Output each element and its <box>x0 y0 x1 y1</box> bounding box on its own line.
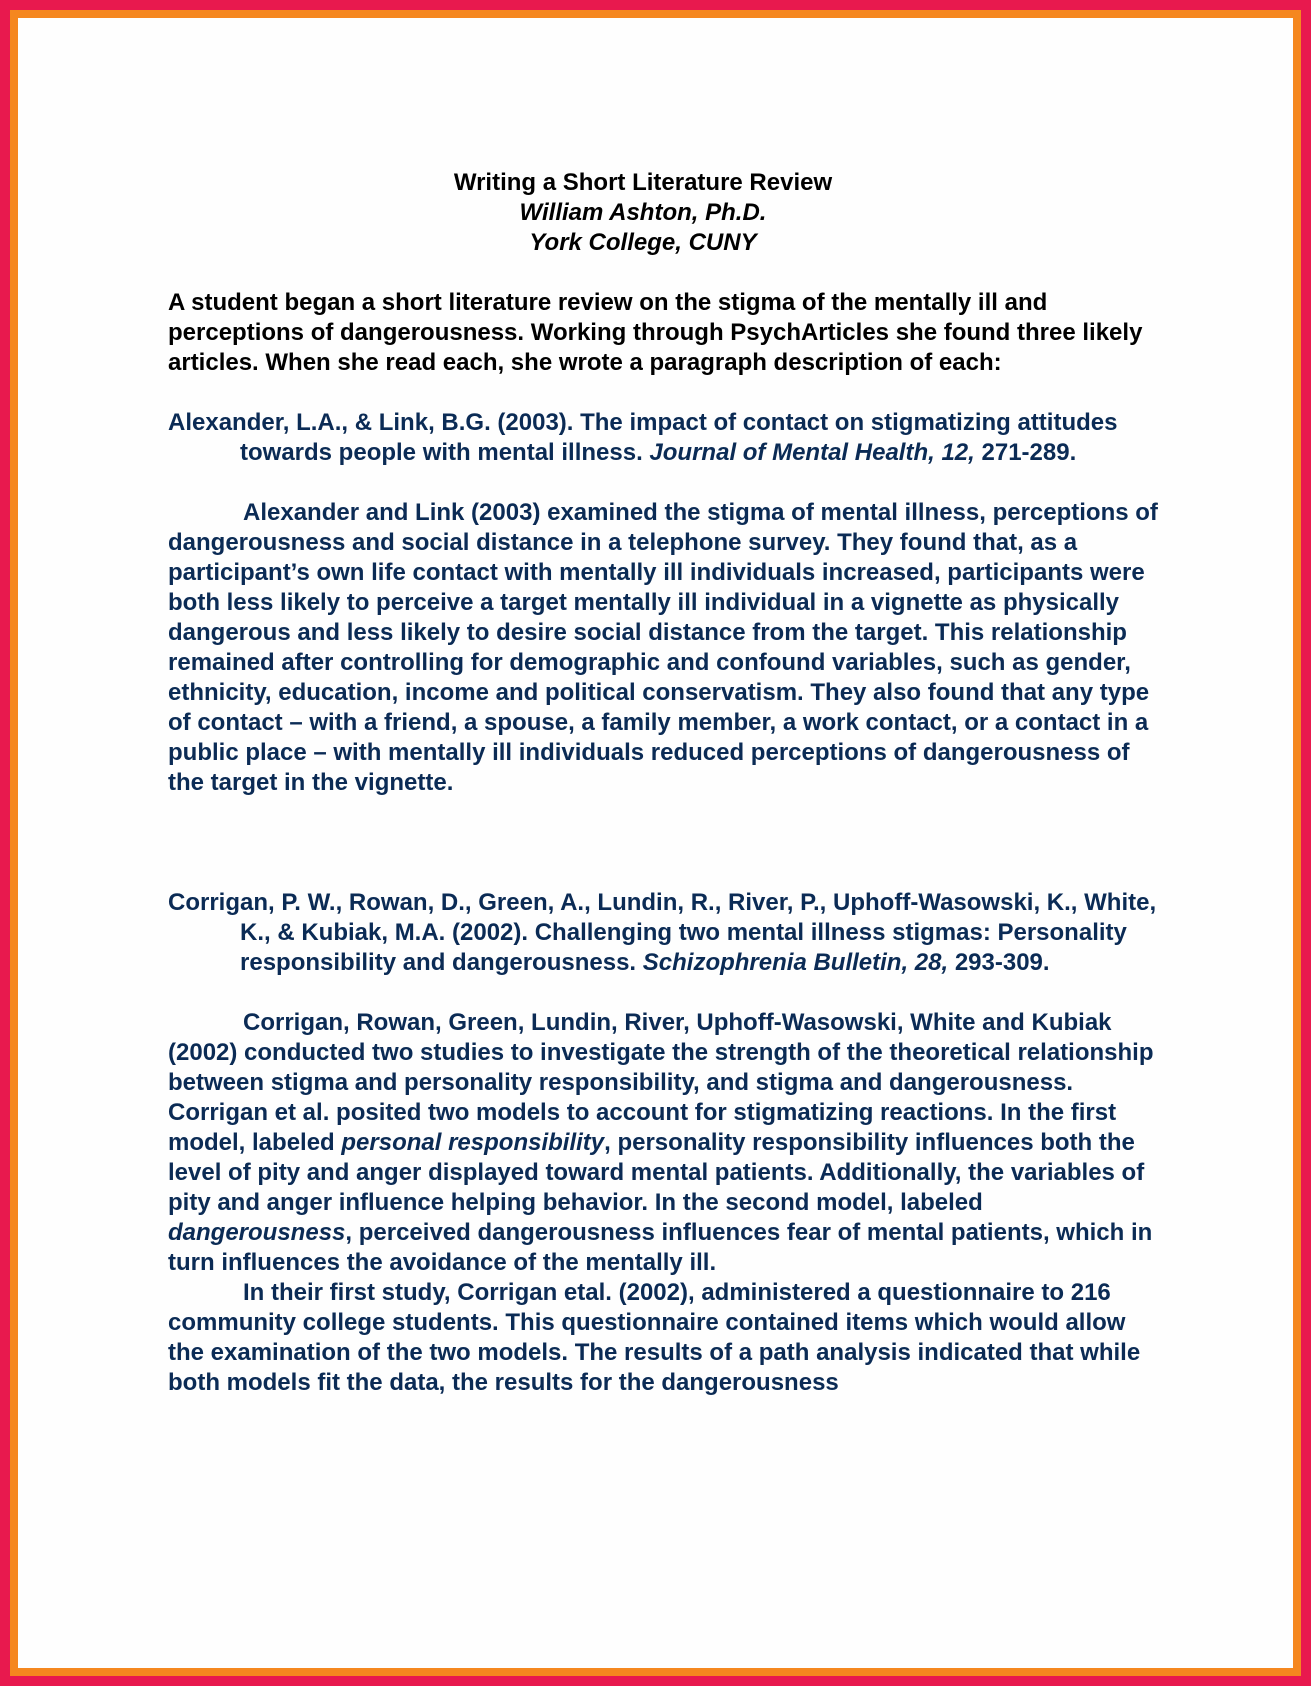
document-author: William Ashton, Ph.D. <box>519 199 767 226</box>
reference-alexander <box>168 408 1158 468</box>
document-content <box>168 168 1158 1398</box>
reference-text: Alexander, L.A., & Link, B.G. (2003). The impact of contact on stigmatizing attitudes towards people with mental illness. <box>168 409 1118 466</box>
reference-corrigan <box>168 888 1158 978</box>
document-affiliation: York College, CUNY <box>529 229 757 256</box>
summary-text: , perceived dangerousness influences fear of mental patients, which in turn influences the avoidance of the mentally ill. <box>168 1219 1153 1276</box>
title-block <box>128 168 1158 258</box>
term-dangerousness: dangerousness <box>168 1219 346 1246</box>
summary-corrigan-study1: In their first study, Corrigan etal. (2002), administered a questionnaire to 216 community college students. This questionnaire contained items which would allow the examination of the two models. The results of a path analysis indicated that while both models fit the data, the results for the dangerousness <box>168 1279 1141 1396</box>
intro-paragraph: A student began a short literature review on the stigma of the mentally ill and perceptions of dangerousness. Working through PsychArticles she found three likely articles. When she read each, she wrote a paragraph description of each: <box>168 289 1143 376</box>
summary-text: , personality responsibility influences both the level of pity and anger displayed toward mental patients. Additionally, the variables of pity and anger influence helping behavior. In the second model, labeled <box>168 1129 1145 1216</box>
reference-pages: 271-289. <box>974 439 1077 466</box>
document-title: Writing a Short Literature Review <box>453 169 833 196</box>
reference-journal: Schizophrenia Bulletin, 28, <box>642 949 949 976</box>
reference-pages: 293-309. <box>948 949 1050 976</box>
summary-text: Corrigan, Rowan, Green, Lundin, River, Uphoff-Wasowski, White and Kubiak (2002) conducted two studies to investigate the strength of the theoretical relationship between stigma and personality responsibility, and stigma and dangerousness. Corrigan et al. posited two models to account for stigmatizing reactions. In the first model, labeled <box>168 1009 1154 1156</box>
reference-journal: Journal of Mental Health, 12, <box>649 439 975 466</box>
section-gap <box>168 798 1158 888</box>
reference-text: Corrigan, P. W., Rowan, D., Green, A., Lundin, R., River, P., Uphoff-Wasowski, K., White, K., & Kubiak, M.A. (2002). Challenging two mental illness stigmas: Personality responsibility and dangerousness. <box>168 889 1157 976</box>
document-page <box>18 18 1293 1668</box>
summary-corrigan-models <box>168 1008 1158 1278</box>
term-personal-responsibility: personal responsibility <box>341 1129 605 1156</box>
summary-alexander: Alexander and Link (2003) examined the stigma of mental illness, perceptions of dangerousness and social distance in a telephone survey. They found that, as a participant’s own life contact with mentally ill individuals increased, participants were both less likely to perceive a target mentally ill individual in a vignette as physically dangerous and less likely to desire social distance from the target. This relationship remained after controlling for demographic and confound variables, such as gender, ethnicity, education, income and political conservatism. They also found that any type of contact – with a friend, a spouse, a family member, a work contact, or a contact in a public place – with mentally ill individuals reduced perceptions of dangerousness of the target in the vignette. <box>168 499 1158 796</box>
